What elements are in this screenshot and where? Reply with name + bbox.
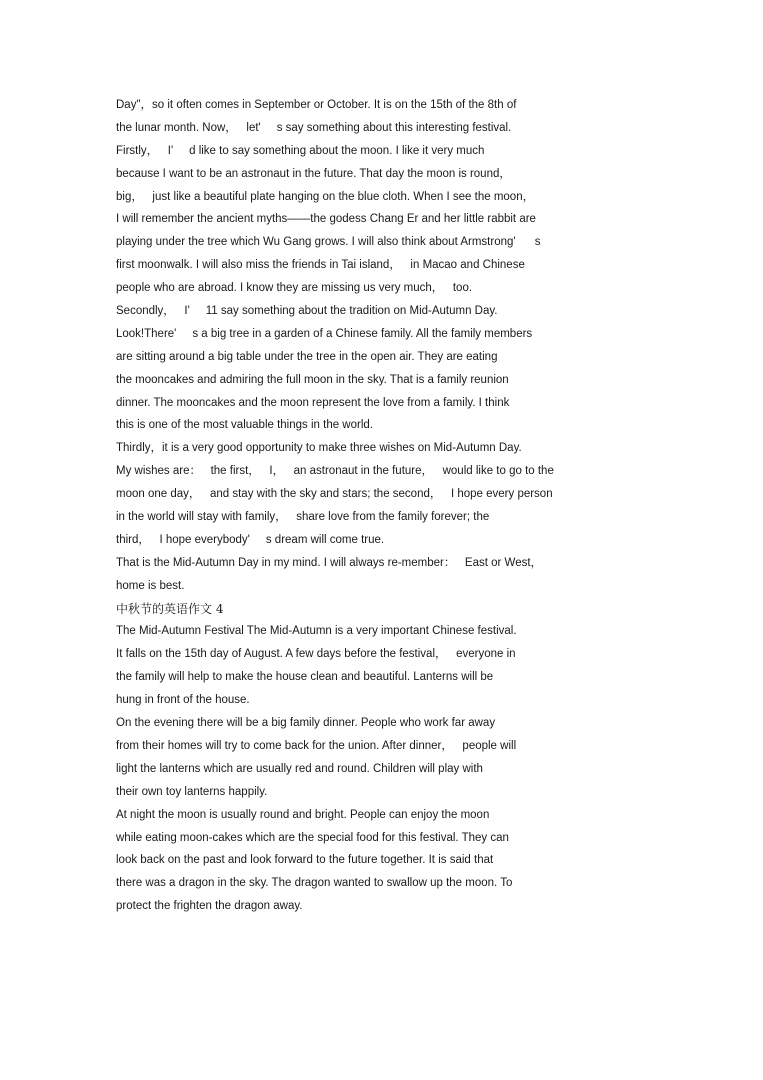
text-line: from their homes will try to come back for the union. After dinner， people will — [116, 739, 517, 752]
text-line: At night the moon is usually round and bright. People can enjoy the moon — [116, 808, 490, 821]
text-line: The Mid-Autumn Festival The Mid-Autumn is a very important Chinese festival. — [116, 625, 517, 638]
text-line: their own toy lanterns happily. — [116, 785, 268, 798]
text-line: light the lanterns which are usually red and round. Children will play with — [116, 762, 483, 775]
text-line: Look!There' s a big tree in a garden of a Chinese family. All the family members — [116, 327, 533, 340]
text-line: because I want to be an astronaut in the future. That day the moon is round， — [116, 167, 511, 180]
text-line: moon one day， and stay with the sky and stars; the second， I hope every person — [116, 488, 553, 501]
text-line: protect the frighten the dragon away. — [116, 900, 303, 913]
text-line: the mooncakes and admiring the full moon in the sky. That is a family reunion — [116, 373, 509, 386]
text-line: It falls on the 15th day of August. A few days before the festival， everyone in — [116, 648, 516, 661]
text-line: in the world will stay with family， share love from the family forever; the — [116, 511, 490, 524]
text-line: Thirdly，it is a very good opportunity to make three wishes on Mid-Autumn Day. — [116, 442, 522, 455]
text-line: look back on the past and look forward to the future together. It is said that — [116, 854, 494, 867]
text-line: Day"，so it often comes in September or October. It is on the 15th of the 8th of — [116, 99, 517, 111]
text-line: dinner. The mooncakes and the moon represent the love from a family. I think — [116, 396, 510, 409]
text-line: people who are abroad. I know they are missing us very much， too. — [116, 282, 473, 295]
text-line: the lunar month. Now， let' s say something about this interesting festival. — [116, 121, 512, 134]
essay-text — [116, 94, 596, 918]
text-line: third， I hope everybody' s dream will come true. — [116, 533, 385, 546]
text-line: big， just like a beautiful plate hanging on the blue cloth. When I see the moon， — [116, 190, 535, 203]
text-line: home is best. — [116, 579, 185, 592]
text-line: That is the Mid-Autumn Day in my mind. I will always re-member： East or West， — [116, 556, 543, 569]
text-line: first moonwalk. I will also miss the friends in Tai island， in Macao and Chinese — [116, 259, 525, 272]
text-line: are sitting around a big table under the tree in the open air. They are eating — [116, 350, 498, 363]
text-line: playing under the tree which Wu Gang grows. I will also think about Armstrong' s — [116, 236, 541, 249]
text-line: this is one of the most valuable things in the world. — [116, 419, 373, 432]
text-line: My wishes are： the first， I， an astronaut in the future， would like to go to the — [116, 465, 554, 478]
text-line: while eating moon-cakes which are the special food for this festival. They can — [116, 831, 509, 844]
text-line: Secondly， I' 11 say something about the tradition on Mid-Autumn Day. — [116, 305, 498, 318]
text-line: hung in front of the house. — [116, 694, 250, 707]
text-line: I will remember the ancient myths——the godess Chang Er and her little rabbit are — [116, 213, 536, 226]
text-line: Firstly， I' d like to say something about the moon. I like it very much — [116, 144, 485, 157]
text-line: there was a dragon in the sky. The dragon wanted to swallow up the moon. To — [116, 877, 513, 890]
section-heading: 中秋节的英语作文 4 — [116, 601, 224, 616]
text-line: On the evening there will be a big family dinner. People who work far away — [116, 717, 496, 730]
text-line: the family will help to make the house clean and beautiful. Lanterns will be — [116, 671, 494, 684]
